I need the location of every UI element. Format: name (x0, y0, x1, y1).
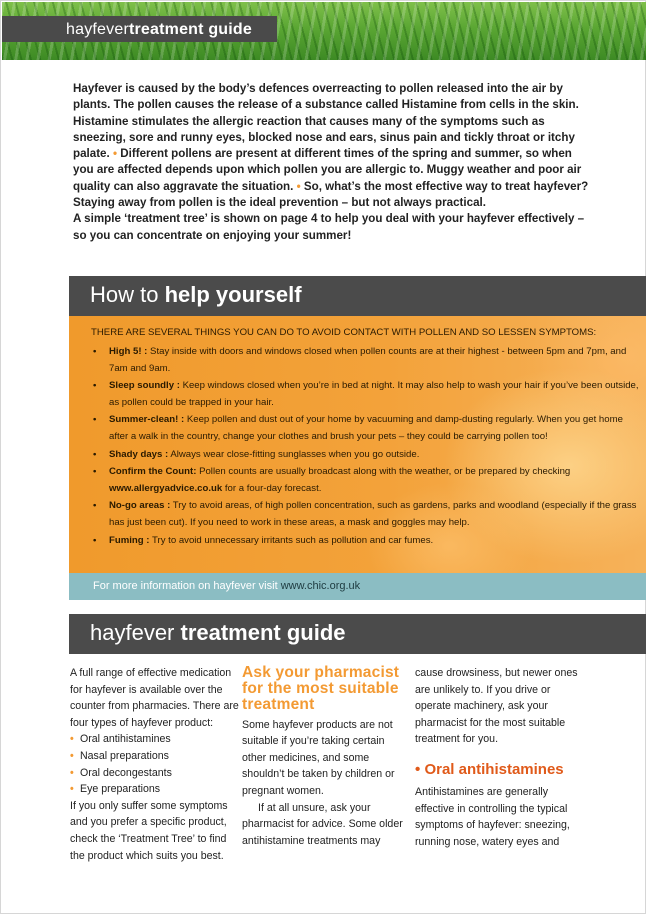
help-yourself-title (90, 282, 302, 308)
more-info-text (93, 580, 360, 592)
item-text: Try to avoid areas, of high pollen concentration, such as gardens, parks and woodland (especially if the grass has just been cut). If you need to work in these areas, a mask and goggles may help. (109, 500, 637, 528)
guide-title-bold: treatment guide (180, 620, 346, 645)
list-item: • Eye preparations (70, 781, 240, 798)
col1-paragraph-2: If you only suffer some symptoms and you prefer a specific product, check the ‘Treatment Tree’ to find the product which suits you best. (70, 799, 228, 862)
intro-paragraph (73, 81, 593, 244)
list-item (89, 533, 639, 550)
item-text: for a four-day forecast. (222, 482, 322, 494)
intro-text-2: Different pollens are present at different times of the spring and summer, so when you are affected depends upon which pollen you are allergic to. Muggy weather and poor air quality can also aggravate the situation. (73, 147, 582, 193)
col1-paragraph-1: A full range of effective medication for hayfever is available over the counter from pharmacies. There are four types of hayfever product: (70, 667, 239, 729)
list-item (89, 464, 639, 497)
treatment-guide-header (69, 614, 646, 654)
list-item (89, 344, 639, 377)
list-item (89, 378, 639, 411)
subheading-text: Oral antihistamines (424, 760, 564, 778)
item-text: Stay inside with doors and windows closed when pollen counts are at their highest - between 5pm and 7pm, and 7am and 9am. (109, 346, 627, 374)
more-info-strip (69, 573, 646, 600)
item-text: Keep pollen and dust out of your home by vacuuming and damp-dusting regularly. When you get home after a walk in the country, change your clothes and brush your pets – they could be carrying pollen too! (109, 414, 623, 442)
treatment-guide-title (90, 620, 346, 646)
column-2 (242, 665, 408, 849)
list-item (89, 447, 639, 464)
item-text: Pollen counts are usually broadcast along with the weather, or be prepared by checking (196, 466, 571, 478)
chic-link[interactable]: www.chic.org.uk (280, 580, 361, 592)
top-banner (2, 2, 646, 60)
list-item: • Oral antihistamines (70, 731, 240, 748)
ask-pharmacist-heading: Ask your pharmacist for the most suitable treatment (242, 664, 400, 714)
intro-text-3: So, what’s the most effective way to treat hayfever? Staying away from pollen is the ideal prevention – but not always practical. (73, 179, 589, 210)
intro-text-1: Hayfever is caused by the body’s defences overreacting to pollen released into the air by plants. The pollen causes the release of a substance called Histamine from cells in the skin. Histamine stimulates the allergic reaction that causes many of the symptoms such as sneezing, sore and runny eyes, blocked nose and ears, sinus pain and tickly throat or itchy palate. (73, 82, 579, 161)
banner-title-light: hayfever (66, 21, 129, 38)
oral-antihistamines-heading (415, 762, 583, 778)
item-text: Always wear close-fitting sunglasses when you go outside. (168, 448, 420, 460)
bullet-icon: • (93, 500, 97, 512)
list-item (89, 412, 639, 445)
bullet-icon: • (93, 448, 97, 460)
item-term: Fuming : (109, 534, 150, 546)
bullet-icon: • (93, 346, 97, 357)
item-text: Try to avoid unnecessary irritants such as pollution and car fumes. (149, 534, 434, 546)
col3-paragraph-2: Antihistamines are generally effective in controlling the typical symptoms of hayfever: sneezing, running nose, watery eyes and (415, 785, 570, 848)
intro-text-4: A simple ‘treatment tree’ is shown on page 4 to help you deal with your hayfever effectively – so you can concentrate on enjoying your summer! (73, 212, 585, 242)
item-term: Summer-clean! : (109, 414, 185, 426)
bullet-icon: • (93, 414, 97, 426)
column-1 (70, 665, 240, 864)
help-intro-text: THERE ARE SEVERAL THINGS YOU CAN DO TO AVOID CONTACT WITH POLLEN AND SO LESSEN SYMPTOMS: (91, 327, 597, 338)
bullet-icon: • (93, 380, 97, 392)
more-info-prefix: For more information on hayfever visit (93, 580, 281, 592)
col2-paragraph-2: If at all unsure, ask your pharmacist for advice. Some older antihistamine treatments may (242, 801, 403, 847)
item-text: Keep windows closed when you’re in bed at night. It may also help to wash your hair if you’ve been outside, as pollen could be trapped in your hair. (109, 380, 639, 408)
bullet-icon: • (93, 534, 97, 546)
help-title-light: How to (90, 282, 165, 307)
item-term: Sleep soundly : (109, 380, 180, 392)
item-term: High 5! : (109, 346, 148, 357)
item-term: Confirm the Count: (109, 466, 197, 478)
help-list (89, 344, 639, 550)
list-item: • Nasal preparations (70, 748, 240, 765)
bullet-icon: • (296, 179, 301, 193)
help-title-bold: help yourself (164, 282, 302, 307)
guide-title-light: hayfever (90, 620, 181, 645)
product-types-list (70, 731, 240, 797)
allergy-advice-link[interactable]: www.allergyadvice.co.uk (109, 482, 223, 494)
list-item: • Oral decongestants (70, 765, 240, 782)
list-item (89, 498, 639, 531)
item-term: No-go areas : (109, 500, 171, 512)
banner-title (66, 21, 252, 39)
bullet-icon: • (93, 466, 97, 478)
bullet-icon: • (415, 760, 421, 778)
banner-title-bold: treatment guide (128, 21, 252, 38)
item-term: Shady days : (109, 448, 169, 460)
col2-paragraph-1: Some hayfever products are not suitable if you’re taking certain other medicines, and some shouldn’t be taken by children or pregnant women. (242, 718, 395, 797)
col3-paragraph-1: cause drowsiness, but newer ones are unlikely to. If you drive or operate machinery, ask your pharmacist for the most suitable treatment for you. (415, 667, 578, 746)
help-panel (69, 316, 646, 573)
column-3 (415, 665, 583, 850)
bullet-icon: • (112, 147, 118, 161)
help-yourself-header (69, 276, 646, 316)
